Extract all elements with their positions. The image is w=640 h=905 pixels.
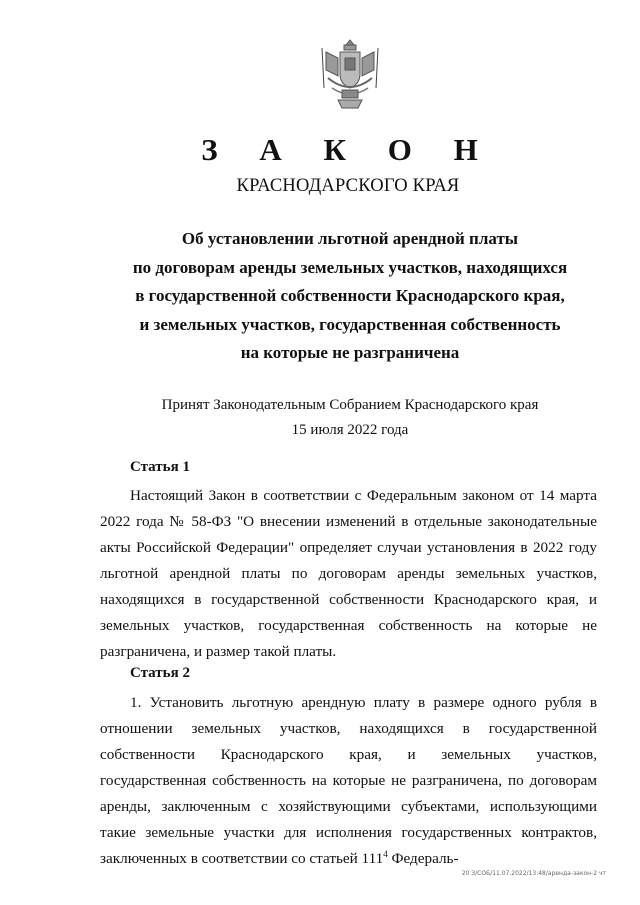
article-number-superscript: 4 [383,848,388,859]
article-1-text: Настоящий Закон в соответствии с Федеральным законом от 14 марта 2022 года № 58-ФЗ "О внесении изменений в отдельные законодательные акты Российской Федерации" определяет случаи установления в 2022 году льготной арендной платы по договорам аренды земельных участков, находящихся в государственной собственности Краснодарского края, и земельных участков, государственная собственность на которые не разграничена, и размер такой платы. [100,487,597,660]
document-type: З А К О Н [201,132,495,167]
article-2-heading: Статья 2 [130,665,190,681]
adoption-info [100,393,600,443]
document-title [100,225,600,368]
article-1-heading: Статья 1 [130,459,190,475]
article-2-text-main: 1. Установить льготную арендную плату в размере одного рубля в отношении земельных участков, находящихся в государственной собственности Краснодарского края, и земельных участков, государственная собственность на которые не разграничена, по договорам аренды, заключенным с хозяйствующими субъектами, использующими такие земельные участки для исполнения государственных контрактов, заключенных в соответствии со статьей 111 [100,694,597,867]
article-2-text [100,690,597,872]
krasnodar-coat-of-arms-icon [318,38,382,110]
title-line: на которые не разграничена [240,343,460,362]
title-line: и земельных участков, государственная собственность [139,314,561,334]
adopted-date: 15 июля 2022 года [291,422,409,438]
title-line: по договорам аренды земельных участков, находящихся [132,257,568,277]
adopted-by: Принят Законодательным Собранием Краснодарского края [161,397,539,413]
document-region: КРАСНОДАРСКОГО КРАЯ [236,176,460,196]
article-2-text-tail: Федераль- [387,850,459,867]
title-line: Об установлении льготной арендной платы [181,229,519,248]
title-line: в государственной собственности Краснодарского края, [135,286,565,305]
footer-file-stamp: 20 З/СОБ/11.07.2022/13:48/аренда-закон-2 чт [461,870,606,877]
